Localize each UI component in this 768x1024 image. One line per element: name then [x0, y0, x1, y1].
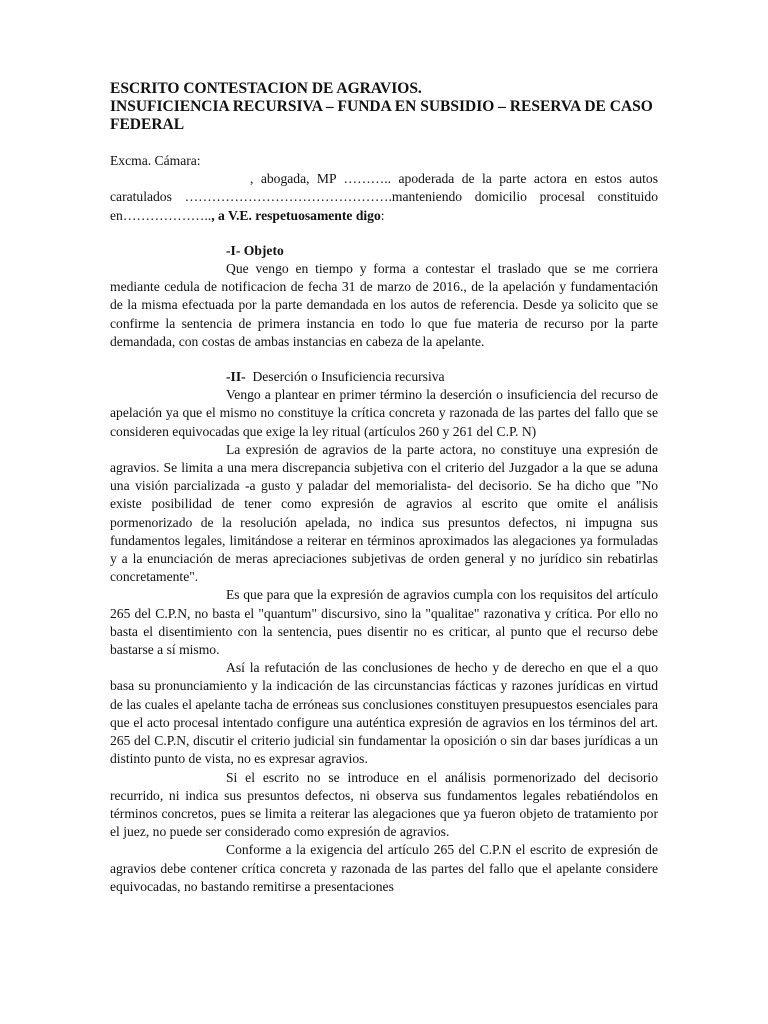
- section-2-paragraph-3: Es que para que la expresión de agravios cumpla con los requisitos del artículo 265 del C.P.N, no basta el "quantum" discursivo, sino la "qualitae" razonativa y crítica. Por ello no basta el disentimiento con la sentencia, pues disentir no es criticar, al punto que el recurso debe bastarse a sí mismo.: [110, 587, 658, 658]
- section-2-heading: [110, 368, 658, 386]
- section-1-title: Objeto: [243, 242, 284, 258]
- intro-end: :: [380, 207, 385, 223]
- intro-paragraph: [110, 170, 658, 225]
- section-1-number: -I-: [226, 242, 241, 258]
- section-2-paragraph-1: Vengo a plantear en primer término la deserción o insuficiencia del recurso de apelación ya que el mismo no constituye la crítica concreta y razonada de las partes del fallo que se consideren equivocadas que exige la ley ritual (artículos 260 y 261 del C.P. N): [110, 387, 658, 439]
- intro-text: , abogada, MP ……….. apoderada de la parte actora en estos autos caratulados ……………………………………….manteniendo domicilio procesal constituido en………………..: [110, 171, 658, 223]
- section-2-paragraph-6: Conforme a la exigencia del artículo 265 del C.P.N el escrito de expresión de agravios debe contener crítica concreta y razonada de las partes del fallo que el apelante considere equivocadas, no bastando remitirse a presentaciones: [110, 842, 658, 894]
- document-title-line-1: ESCRITO CONTESTACION DE AGRAVIOS.: [110, 80, 422, 97]
- intro-bold-tail: , a V.E. respetuosamente digo: [211, 207, 381, 223]
- section-2-paragraph-5: Si el escrito no se introduce en el análisis pormenorizado del decisorio recurrido, ni indica sus presuntos defectos, ni observa sus fundamentos legales rebatiéndolos en términos concretos, pues se limita a reiterar las alegaciones que ya fueron objeto de tratamiento por el juez, no puede ser considerado como expresión de agravios.: [110, 769, 658, 840]
- document-title-line-2: INSUFICIENCIA RECURSIVA – FUNDA EN SUBSIDIO – RESERVA DE CASO FEDERAL: [110, 98, 653, 133]
- section-1-paragraph: Que vengo en tiempo y forma a contestar el traslado que se me corriera mediante cedula de notificacion de fecha 31 de marzo de 2016., de la apelación y fundamentación de la misma efectuada por la parte demandada en los autos de referencia. Desde ya solicito que se confirme la sentencia de primera instancia en todo lo que fue materia de recurso por la parte demandada, con costas de ambas instancias en cabeza de la apelante.: [110, 261, 658, 349]
- section-2-number: -II-: [226, 369, 246, 385]
- salutation: Excma. Cámara:: [110, 153, 201, 168]
- section-2-paragraph-4: Así la refutación de las conclusiones de hecho y de derecho en que el a quo basa su pronunciamiento y la indicación de las circunstancias fácticas y razones jurídicas en virtud de las cuales el apelante tacha de erróneas sus conclusiones constituyen presupuestos esenciales para que el acto procesal intentado configure una auténtica expresión de agravios en los términos del art. 265 del C.P.N, discutir el criterio judicial sin fundamentar la oposición o sin dar bases jurídicas a un distinto punto de vista, no es expresar agravios.: [110, 660, 658, 767]
- section-2-title: Deserción o Insuficiencia recursiva: [252, 369, 445, 385]
- section-1-heading: [110, 242, 658, 260]
- section-2-paragraph-2: La expresión de agravios de la parte actora, no constituye una expresión de agravios. Se limita a una mera discrepancia subjetiva con el criterio del Juzgador a la que se aduna una visión parcializada -a gusto y paladar del memorialista- del decisorio. Se ha dicho que "No existe posibilidad de tener como expresión de agravios al escrito que omite el análisis pormenorizado de la resolución apelada, no indica sus presuntos defectos, ni impugna sus fundamentos legales, limitándose a reiterar en términos aproximados las alegaciones ya formuladas y a la enunciación de meras apreciaciones subjetivas de orden general y no jurídico sin rebatirlas concretamente".: [110, 441, 658, 585]
